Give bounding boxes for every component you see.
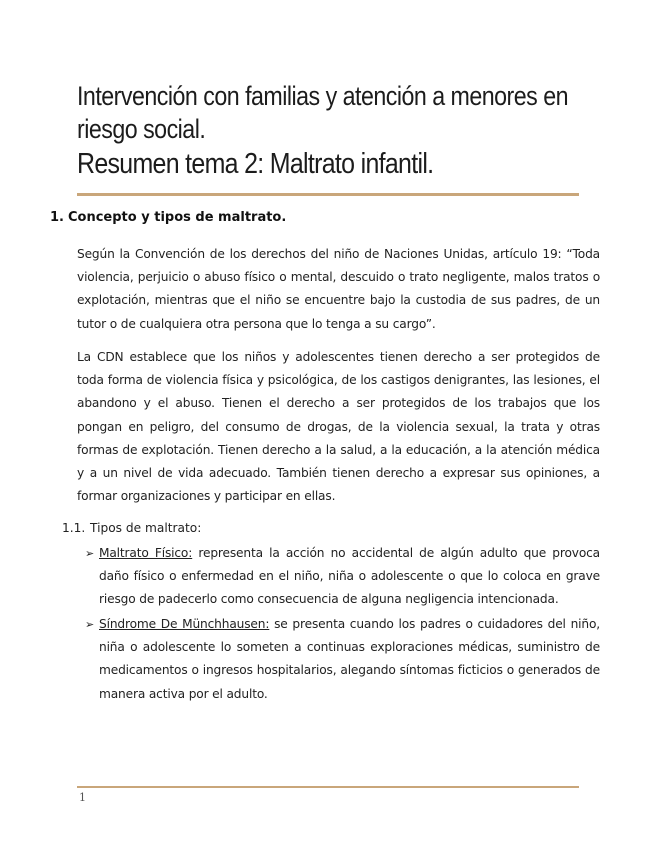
bullet-text: se presenta cuando los padres o cuidadores del niño, niña o adolescente lo someten a continuas exploraciones médicas, suministro de medicamentos o ingresos hospitalarios, alegando síntomas ficticios o generados de manera activa por el adulto. xyxy=(99,617,600,701)
arrow-bullet-icon: ➢ xyxy=(85,547,95,560)
bullet-text: representa la acción no accidental de algún adulto que provoca daño físico o enfermedad en el niño, niña o adolescente o que lo coloca en grave riesgo de padecerlo como consecuencia de alguna negligencia intencionada. xyxy=(99,546,600,607)
title-subtitle: Resumen tema 2: Maltrato infantil. xyxy=(77,148,434,180)
subsection-number: 1.1. xyxy=(62,521,86,535)
bullet-term: Síndrome De Münchhausen: xyxy=(99,617,270,631)
document-title xyxy=(77,80,593,182)
arrow-bullet-icon: ➢ xyxy=(85,618,95,631)
title-main: Intervención con familias y atención a menores en riesgo social. xyxy=(77,81,569,144)
footer-divider xyxy=(77,786,579,788)
section-heading xyxy=(50,210,286,225)
bullet-term: Maltrato Físico: xyxy=(99,546,193,560)
paragraph-1: Según la Convención de los derechos del niño de Naciones Unidas, artículo 19: “Toda violencia, perjuicio o abuso físico o mental, descuido o trato negligente, malos tratos o explotación, mientras que el niño se encuentre bajo la custodia de sus padres, de un tutor o de cualquiera otra persona que lo tenga a su cargo”. xyxy=(77,247,600,331)
subsection-title: Tipos de maltrato: xyxy=(90,521,202,535)
list-item xyxy=(85,542,600,612)
section-title: Concepto y tipos de maltrato. xyxy=(68,210,287,225)
subsection-heading xyxy=(62,521,201,535)
section-number: 1. xyxy=(50,210,64,225)
list-item xyxy=(85,613,600,706)
page-number: 1 xyxy=(79,791,86,804)
paragraph-2: La CDN establece que los niños y adolescentes tienen derecho a ser protegidos de toda forma de violencia física y psicológica, de los castigos denigrantes, las lesiones, el abandono y el abuso. Tienen el derecho a ser protegidos de los trabajos que los pongan en peligro, del consumo de drogas, de la violencia sexual, la trata y otras formas de explotación. Tienen derecho a la salud, a la educación, a la atención médica y a un nivel de vida adecuado. También tienen derecho a expresar sus opiniones, a formar organizaciones y participar en ellas. xyxy=(77,350,600,504)
title-divider xyxy=(77,193,579,196)
